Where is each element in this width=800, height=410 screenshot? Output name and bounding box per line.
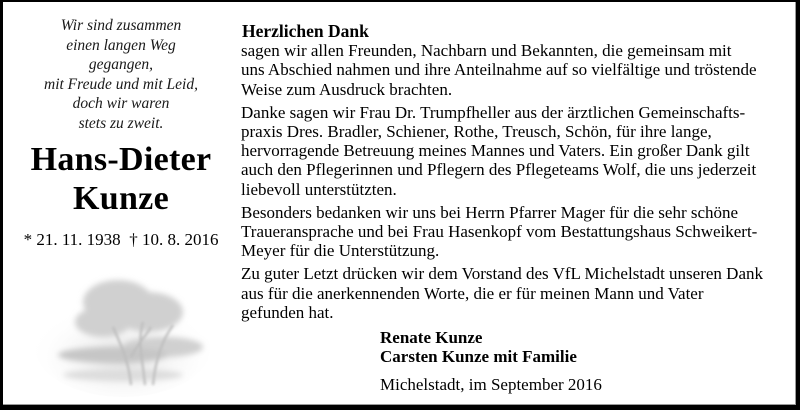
text-line: gefunden hat. bbox=[241, 302, 334, 322]
text-line: liebevoll unterstützten. bbox=[241, 179, 397, 199]
text-line: sagen wir allen Freunden, Nachbarn und Bekannten, die gemeinsam mit bbox=[241, 41, 732, 61]
last-name: Kunze bbox=[73, 180, 169, 217]
deceased-name bbox=[3, 140, 239, 218]
poem bbox=[3, 16, 239, 133]
birth-date: 21. 11. 1938 bbox=[36, 230, 121, 249]
text-line: Zu guter Letzt drücken wir dem Vorstand des VfL Michelstadt unseren Dank bbox=[241, 264, 763, 284]
poem-line: mit Freude und mit Leid, bbox=[44, 75, 198, 93]
text-line: uns Abschied nahmen und ihre Anteilnahme auf so vielfältige und tröstende bbox=[241, 60, 757, 80]
death-date: 10. 8. 2016 bbox=[141, 230, 219, 249]
text-line: Traueransprache und bei Frau Hasenkopf vom Bestattungshaus Schweikert- bbox=[241, 222, 758, 242]
poem-line: stets zu zweit. bbox=[78, 114, 164, 132]
cross-icon: † bbox=[129, 230, 138, 249]
poem-line: Wir sind zusammen bbox=[60, 17, 182, 34]
signature-renate: Renate Kunze bbox=[380, 328, 483, 348]
life-dates bbox=[3, 230, 239, 250]
poem-line: doch wir waren bbox=[72, 95, 170, 112]
first-name: Hans-Dieter bbox=[30, 141, 212, 178]
birth-symbol: * bbox=[23, 230, 33, 249]
text-line: Meyer für die Unterstützung. bbox=[241, 241, 440, 261]
heading: Herzlichen Dank bbox=[242, 21, 369, 41]
trees-illustration-icon bbox=[33, 267, 213, 397]
signature-carsten: Carsten Kunze mit Familie bbox=[380, 347, 577, 367]
text-line: Besonders bedanken wir uns bei Herrn Pfarrer Mager für die sehr schöne bbox=[241, 202, 739, 222]
text-line: aus für die anerkennenden Worte, die er für meinen Mann und Vater bbox=[241, 283, 704, 303]
text-line: Weise zum Ausdruck brachten. bbox=[241, 79, 453, 99]
paragraph-1 bbox=[241, 41, 800, 99]
place-date: Michelstadt, im September 2016 bbox=[380, 375, 602, 395]
poem-line: einen langen Weg bbox=[66, 36, 176, 54]
text-line: Danke sagen wir Frau Dr. Trumpfheller aus der ärztlichen Gemeinschafts- bbox=[241, 102, 746, 122]
text-line: hervorragende Betreuung meines Mannes und Vaters. Ein großer Dank gilt bbox=[241, 141, 750, 161]
obituary-notice bbox=[3, 2, 796, 405]
paragraph-3 bbox=[241, 203, 800, 261]
paragraph-4 bbox=[241, 264, 800, 322]
thank-you-text bbox=[241, 22, 800, 395]
text-line: auch den Pflegerinnen und Pflegern des Pflegeteams Wolf, die uns jederzeit bbox=[241, 160, 757, 180]
paragraph-2 bbox=[241, 103, 800, 199]
text-line: praxis Dres. Bradler, Schiener, Rothe, Treusch, Schön, für ihre lange, bbox=[241, 122, 712, 142]
poem-line: gegangen, bbox=[88, 56, 154, 73]
